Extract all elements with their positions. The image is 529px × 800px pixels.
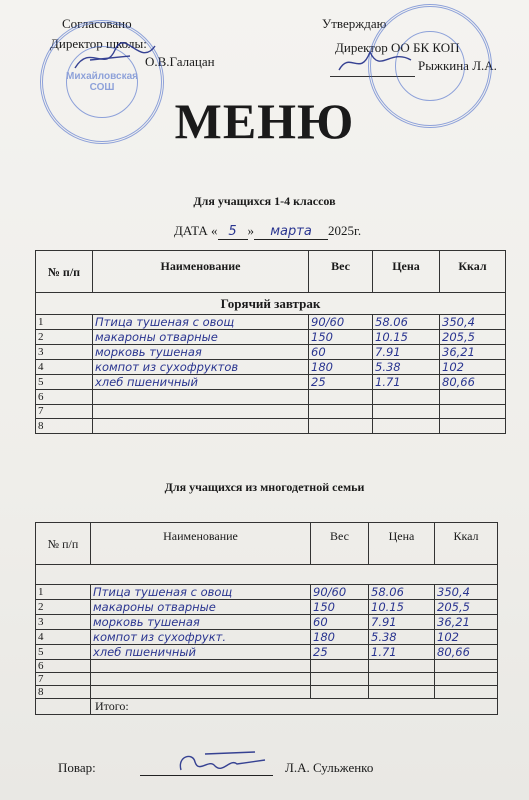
row-weight: 90/60: [311, 585, 369, 600]
table-row: [36, 673, 498, 686]
row-number: 6: [36, 390, 93, 405]
row-weight: [309, 419, 373, 434]
table-header-row: [36, 251, 506, 293]
table-row: [36, 315, 506, 330]
row-kcal: 36,21: [435, 615, 498, 630]
table-row: [36, 330, 506, 345]
row-kcal: [435, 686, 498, 699]
header-price: Цена: [373, 251, 440, 293]
row-number: 5: [36, 645, 91, 660]
row-weight: 60: [311, 615, 369, 630]
row-dish-name: компот из сухофруктов: [93, 360, 309, 375]
row-dish-name: макароны отварные: [91, 600, 311, 615]
section1-subtitle: Для учащихся 1-4 классов: [193, 194, 336, 208]
row-price: 58.06: [369, 585, 435, 600]
table-row: [36, 345, 506, 360]
row-number: 7: [36, 673, 91, 686]
date-suffix: 2025г.: [328, 223, 362, 238]
row-price: 7.91: [373, 345, 440, 360]
row-dish-name: морковь тушеная: [91, 615, 311, 630]
header-price: Цена: [369, 523, 435, 565]
row-weight: [309, 404, 373, 419]
table-row: [36, 360, 506, 375]
cook-label: Повар:: [58, 760, 96, 775]
row-price: 1.71: [373, 375, 440, 390]
row-dish-name: хлеб пшеничный: [93, 375, 309, 390]
approval-left-heading: Согласовано: [62, 16, 132, 31]
date-month: марта: [254, 224, 328, 240]
row-weight: 180: [309, 360, 373, 375]
menu-table-primary: [35, 250, 506, 434]
row-price: 10.15: [369, 600, 435, 615]
row-weight: 25: [309, 375, 373, 390]
row-kcal: 102: [440, 360, 506, 375]
table-row: [36, 645, 498, 660]
page-title: МЕНЮ: [174, 93, 355, 149]
row-weight: 150: [311, 600, 369, 615]
row-price: [369, 673, 435, 686]
row-weight: [311, 686, 369, 699]
row-number: 1: [36, 585, 91, 600]
stamp-center: Михайловская СОШ: [66, 46, 138, 118]
meal-label: Горячий завтрак: [36, 293, 506, 315]
date-mid: »: [247, 223, 255, 238]
row-kcal: 80,66: [440, 375, 506, 390]
row-price: 7.91: [369, 615, 435, 630]
row-kcal: 102: [435, 630, 498, 645]
row-number: 3: [36, 345, 93, 360]
total-row: [36, 699, 498, 715]
approval-right-heading: Утверждаю: [322, 16, 387, 31]
approval-left-position: Директор школы:: [50, 36, 147, 51]
row-weight: 150: [309, 330, 373, 345]
header-number: № п/п: [36, 523, 91, 565]
row-number: 1: [36, 315, 93, 330]
row-kcal: 36,21: [440, 345, 506, 360]
header-number: № п/п: [36, 251, 93, 293]
row-weight: [311, 673, 369, 686]
approval-right-position: Директор ОО БК КОП: [335, 40, 460, 55]
row-kcal: 350,4: [440, 315, 506, 330]
table-row: [36, 600, 498, 615]
row-price: 58.06: [373, 315, 440, 330]
row-dish-name: макароны отварные: [93, 330, 309, 345]
row-number: 8: [36, 419, 93, 434]
cook-name: Л.А. Сульженко: [285, 760, 374, 775]
table-row: [36, 585, 498, 600]
row-dish-name: компот из сухофрукт.: [91, 630, 311, 645]
menu-table-large-family: [35, 522, 498, 715]
row-kcal: [435, 673, 498, 686]
total-blank: [36, 699, 91, 715]
row-weight: [311, 660, 369, 673]
row-number: 2: [36, 600, 91, 615]
row-weight: 25: [311, 645, 369, 660]
row-price: [373, 419, 440, 434]
row-kcal: [440, 404, 506, 419]
approval-right-name: Рыжкина Л.А.: [418, 58, 497, 73]
director-signature-left: [70, 38, 160, 78]
row-dish-name: [93, 390, 309, 405]
table-row: [36, 660, 498, 673]
row-number: 6: [36, 660, 91, 673]
row-price: 5.38: [373, 360, 440, 375]
cook-signature: [175, 748, 270, 780]
row-dish-name: хлеб пшеничный: [91, 645, 311, 660]
row-number: 2: [36, 330, 93, 345]
spacer-cell: [36, 565, 498, 585]
row-dish-name: [91, 686, 311, 699]
row-weight: 180: [311, 630, 369, 645]
row-dish-name: [93, 404, 309, 419]
row-dish-name: [91, 673, 311, 686]
meal-row: [36, 293, 506, 315]
row-price: [369, 686, 435, 699]
row-number: 3: [36, 615, 91, 630]
row-dish-name: Птица тушеная с овощ: [93, 315, 309, 330]
row-kcal: [440, 390, 506, 405]
table-row: [36, 615, 498, 630]
row-dish-name: [91, 660, 311, 673]
header-kcal: Ккал: [435, 523, 498, 565]
header-name: Наименование: [93, 251, 309, 293]
row-dish-name: Птица тушеная с овощ: [91, 585, 311, 600]
row-number: 5: [36, 375, 93, 390]
approval-left-name: О.В.Галацан: [145, 54, 215, 69]
row-weight: 60: [309, 345, 373, 360]
row-kcal: 350,4: [435, 585, 498, 600]
row-kcal: [440, 419, 506, 434]
row-number: 4: [36, 630, 91, 645]
header-weight: Вес: [309, 251, 373, 293]
header-weight: Вес: [311, 523, 369, 565]
row-kcal: 205,5: [435, 600, 498, 615]
row-kcal: 205,5: [440, 330, 506, 345]
table-header-row: [36, 523, 498, 565]
director-signature-right: [335, 42, 415, 82]
row-price: 5.38: [369, 630, 435, 645]
table-row: [36, 404, 506, 419]
section2-subtitle: Для учащихся из многодетной семьи: [164, 480, 365, 494]
row-number: 4: [36, 360, 93, 375]
date-day: 5: [218, 224, 248, 240]
header-name: Наименование: [91, 523, 311, 565]
table-row: [36, 419, 506, 434]
row-weight: 90/60: [309, 315, 373, 330]
date-prefix: ДАТА «: [174, 223, 218, 238]
row-dish-name: [93, 419, 309, 434]
row-kcal: [435, 660, 498, 673]
spacer-row: [36, 565, 498, 585]
row-price: [373, 404, 440, 419]
menu-date: [174, 223, 361, 240]
row-number: 8: [36, 686, 91, 699]
row-price: [373, 390, 440, 405]
row-dish-name: морковь тушеная: [93, 345, 309, 360]
row-number: 7: [36, 404, 93, 419]
table-row: [36, 630, 498, 645]
table-row: [36, 390, 506, 405]
row-price: [369, 660, 435, 673]
row-weight: [309, 390, 373, 405]
row-kcal: 80,66: [435, 645, 498, 660]
row-price: 1.71: [369, 645, 435, 660]
header-kcal: Ккал: [440, 251, 506, 293]
row-price: 10.15: [373, 330, 440, 345]
total-label: Итого:: [91, 699, 498, 715]
table-row: [36, 375, 506, 390]
table-row: [36, 686, 498, 699]
